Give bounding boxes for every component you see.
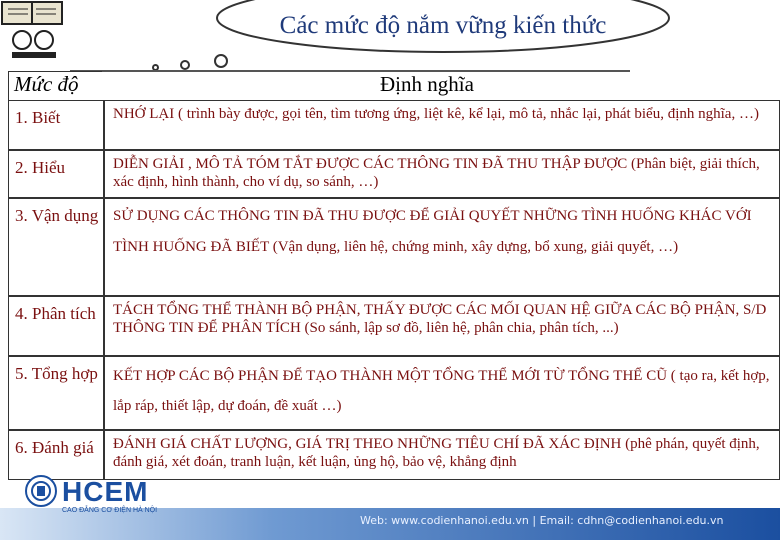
definition-cell: NHỚ LẠI ( trình bày được, gọi tên, tìm tương ứng, liệt kê, kể lại, mô tả, nhắc lại, phát biểu, định nghĩa, …)	[104, 100, 780, 150]
table-row	[8, 430, 780, 480]
definition-cell: TÁCH TỔNG THỂ THÀNH BỘ PHẬN, THẤY ĐƯỢC CÁC MỐI QUAN HỆ GIỮA CÁC BỘ PHẬN, S/D THÔNG TIN ĐỂ PHÂN TÍCH (So sánh, lập sơ đồ, liên hệ, phân chia, phân tích, ...)	[104, 296, 780, 356]
level-cell: 4. Phân tích	[8, 296, 104, 356]
level-cell: 6. Đánh giá	[8, 430, 104, 480]
header-definition: Định nghĩa	[380, 72, 474, 96]
logo-name: HCEM	[62, 476, 149, 507]
level-cell: 1. Biết	[8, 100, 104, 150]
table-row	[8, 198, 780, 296]
table-row	[8, 296, 780, 356]
header-level: Mức độ	[14, 72, 79, 96]
definition-cell: SỬ DỤNG CÁC THÔNG TIN ĐÃ THU ĐƯỢC ĐỂ GIẢI QUYẾT NHỮNG TÌNH HUỐNG KHÁC VỚI TÌNH HUỐNG ĐÃ BIẾT (Vận dụng, liên hệ, chứng minh, xây dựng, bổ xung, giải quyết, …)	[104, 198, 780, 296]
definition-cell: ĐÁNH GIÁ CHẤT LƯỢNG, GIÁ TRỊ THEO NHỮNG TIÊU CHÍ ĐÃ XÁC ĐỊNH (phê phán, quyết định, đánh giá, xét đoán, tranh luận, kết luận, ủng hộ, bảo vệ, khẳng định	[104, 430, 780, 480]
level-cell: 2. Hiểu	[8, 150, 104, 198]
page-title: Các mức độ nắm vững kiến thức	[279, 12, 607, 39]
bubble-dot	[214, 54, 228, 68]
table-row	[8, 356, 780, 430]
level-cell: 3. Vận dụng	[8, 198, 104, 296]
table-row	[8, 100, 780, 150]
level-cell: 5. Tổng hợp	[8, 356, 104, 430]
definition-cell: KẾT HỢP CÁC BỘ PHẬN ĐỂ TẠO THÀNH MỘT TỔNG THỂ MỚI TỪ TỔNG THỂ CŨ ( tạo ra, kết hợp, lắp ráp, thiết lập, dự đoán, đề xuất …)	[104, 356, 780, 430]
logo-subtitle: CAO ĐẲNG CƠ ĐIỆN HÀ NỘI	[62, 507, 158, 514]
footer-contact: Web: www.codienhanoi.edu.vn | Email: cdhn@codienhanoi.edu.vn	[360, 514, 724, 527]
definition-cell: DIỄN GIẢI , MÔ TẢ TÓM TẮT ĐƯỢC CÁC THÔNG TIN ĐÃ THU THẬP ĐƯỢC (Phân biệt, giải thích, xác định, hình thành, cho ví dụ, so sánh, …)	[104, 150, 780, 198]
table-row	[8, 150, 780, 198]
header-divider	[70, 70, 630, 72]
knowledge-level-table	[8, 100, 780, 480]
book-clipart-icon	[0, 0, 70, 60]
school-emblem-icon	[24, 474, 58, 508]
bubble-dot	[180, 60, 190, 70]
